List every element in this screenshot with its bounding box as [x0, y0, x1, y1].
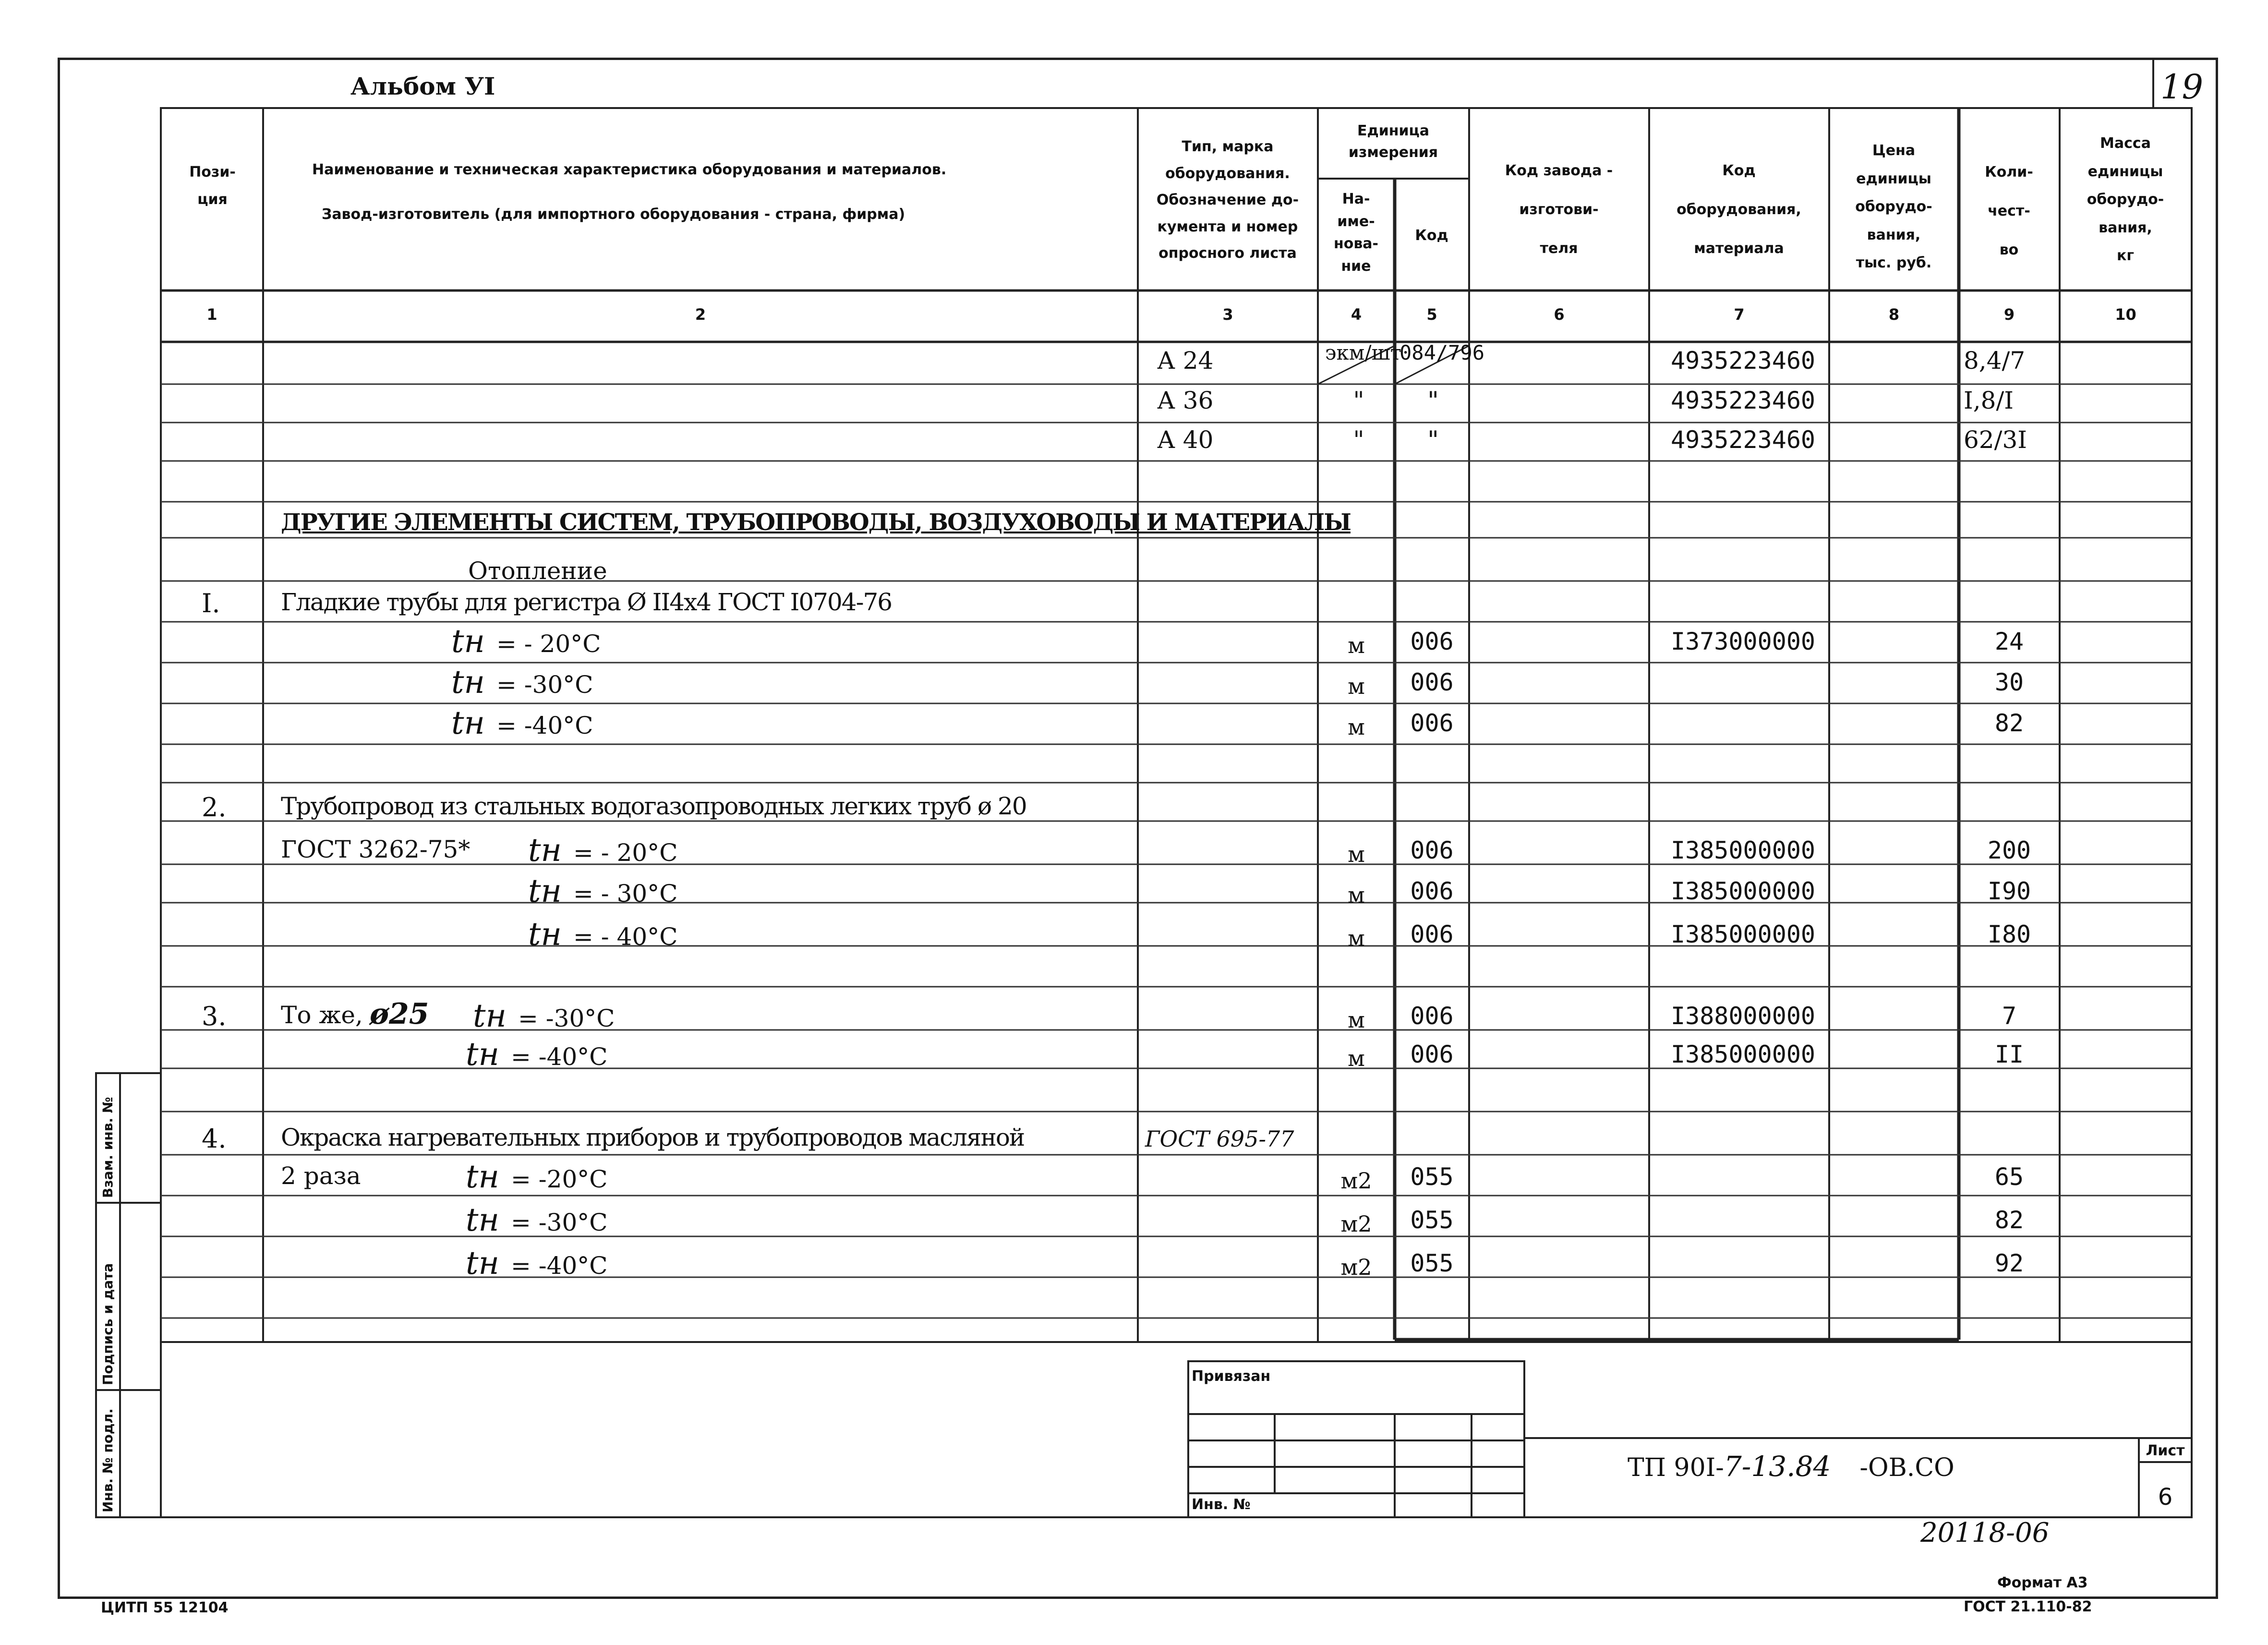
item-quantity: 82 — [1994, 709, 2024, 737]
item-unit-code: 006 — [1410, 1002, 1454, 1030]
item-diameter: ø25 — [370, 997, 429, 1031]
t-symbol: tн — [473, 997, 507, 1034]
temperature-value: = -40°С — [496, 712, 593, 739]
item-unit-code: 055 — [1410, 1206, 1454, 1234]
list-number: 6 — [2158, 1484, 2173, 1511]
item-unit-code: 006 — [1410, 709, 1454, 737]
temperature-value: = -40°С — [511, 1252, 608, 1280]
item-equipment-code: I385000000 — [1671, 836, 1816, 864]
doc-code-suffix: -ОВ.СО — [1859, 1453, 1954, 1482]
column-number: 6 — [1554, 305, 1565, 324]
header-price: Цена единицы оборудо- вания, тыс. руб. — [1855, 142, 1932, 271]
doc-code — [1628, 1450, 1954, 1483]
temperature-value: = -40°С — [511, 1043, 608, 1071]
row-unit-code: " — [1425, 387, 1441, 414]
t-symbol: tн — [466, 1158, 499, 1195]
t-symbol: tн — [466, 1245, 499, 1282]
row-unit-code: 084/796 — [1399, 341, 1485, 364]
section-title: ДРУГИЕ ЭЛЕМЕНТЫ СИСТЕМ, ТРУБОПРОВОДЫ, ВОЗДУХОВОДЫ И МАТЕРИАЛЫ — [281, 509, 1351, 536]
item-quantity: 82 — [1994, 1206, 2024, 1234]
item-unit: м — [1348, 841, 1365, 867]
temperature-formula — [466, 1158, 608, 1195]
temperature-formula — [473, 997, 615, 1034]
item-unit: м2 — [1340, 1211, 1372, 1237]
row-unit: " — [1353, 426, 1364, 454]
item-quantity: II — [1994, 1040, 2024, 1068]
row-quantity: I,8/I — [1964, 387, 2014, 414]
t-symbol: tн — [451, 704, 485, 741]
footer-citp: ЦИТП 55 12104 — [101, 1599, 229, 1616]
item-unit: м — [1348, 632, 1365, 658]
item-equipment-code: I388000000 — [1671, 1002, 1816, 1030]
column-number: 7 — [1734, 305, 1745, 324]
row-equipment-code: 4935223460 — [1671, 387, 1816, 414]
item-quantity: 30 — [1994, 668, 2024, 696]
header-quantity: Коли- чест- во — [1985, 164, 2033, 258]
temperature-value: = - 20°С — [496, 630, 601, 658]
item-quantity: 65 — [1994, 1163, 2024, 1191]
header-mass: Масса единицы оборудо- вания, кг — [2087, 135, 2164, 264]
album-label: Альбом УI — [350, 72, 495, 100]
temperature-formula — [466, 1201, 608, 1238]
header-name-line2: Завод-изготовитель (для импортного оборудования - страна, фирма) — [322, 206, 905, 223]
item-equipment-code: I385000000 — [1671, 877, 1816, 905]
item-prefix: То же, — [281, 1001, 363, 1029]
doc-code-hand: 7-13.84 — [1724, 1450, 1831, 1483]
t-symbol: tн — [466, 1036, 499, 1073]
column-number: 4 — [1351, 305, 1362, 324]
side-vzam-inv: Взам. инв. № — [100, 1097, 116, 1198]
subsection-title: Отопление — [468, 557, 607, 585]
item-unit: м — [1348, 925, 1365, 951]
temperature-value: = - 40°С — [573, 923, 678, 951]
item-position: 4. — [202, 1124, 227, 1154]
t-symbol: tн — [528, 832, 562, 869]
item-unit-code: 006 — [1410, 836, 1454, 864]
temperature-formula — [466, 1245, 608, 1282]
item-unit-code: 055 — [1410, 1249, 1454, 1277]
item-unit-code: 006 — [1410, 668, 1454, 696]
column-number: 3 — [1222, 305, 1233, 324]
row-quantity: 62/3I — [1964, 426, 2027, 454]
header-unit-code: Код — [1415, 227, 1448, 244]
t-symbol: tн — [451, 664, 485, 701]
temperature-formula — [451, 664, 593, 701]
item-name: Гладкие трубы для регистра Ø II4х4 ГОСТ I0704-76 — [281, 588, 892, 616]
temperature-formula — [528, 872, 677, 909]
column-number: 10 — [2115, 305, 2136, 324]
item-unit-code: 055 — [1410, 1163, 1454, 1191]
header-name-line1: Наименование и техническая характеристика оборудования и материалов. — [312, 161, 947, 178]
temperature-formula — [451, 623, 601, 660]
side-podpis: Подпись и дата — [100, 1263, 116, 1385]
stamp-privyazan: Привязан — [1192, 1368, 1271, 1385]
header-equipment-code: Код оборудования, материала — [1677, 162, 1801, 257]
item-position: I. — [202, 588, 220, 618]
temperature-value: = - 20°С — [573, 839, 678, 867]
item-unit-code: 006 — [1410, 877, 1454, 905]
item-equipment-code: I373000000 — [1671, 628, 1816, 655]
item-unit: м — [1348, 1007, 1365, 1033]
item-equipment-code: I385000000 — [1671, 920, 1816, 948]
item-prefix: ГОСТ 3262-75* — [281, 835, 470, 863]
item-prefix: 2 раза — [281, 1162, 361, 1190]
hand-number: 20118-06 — [1920, 1517, 2050, 1548]
t-symbol: tн — [451, 623, 485, 660]
column-number: 8 — [1888, 305, 1900, 324]
header-position: Пози- ция — [189, 164, 236, 208]
stamp-inv: Инв. № — [1192, 1496, 1251, 1513]
temperature-formula — [528, 832, 677, 869]
item-quantity: I80 — [1987, 920, 2031, 948]
item-type: ГОСТ 695-77 — [1145, 1126, 1294, 1152]
list-label: Лист — [2146, 1442, 2185, 1459]
column-number: 5 — [1426, 305, 1437, 324]
temperature-value: = -20°С — [511, 1165, 608, 1193]
column-number: 1 — [206, 305, 217, 324]
t-symbol: tн — [528, 872, 562, 909]
temperature-value: = -30°С — [496, 671, 593, 699]
header-unit-group: Единица измерения — [1348, 122, 1438, 161]
item-unit: м — [1348, 673, 1365, 699]
header-type: Тип, марка оборудования. Обозначение до- кумента и номер опросного листа — [1156, 138, 1299, 262]
row-unit: экм/шт — [1325, 341, 1401, 364]
item-name: Трубопровод из стальных водогазопроводных легких труб ø 20 — [281, 792, 1026, 820]
row-unit: " — [1353, 387, 1364, 414]
column-number: 2 — [695, 305, 706, 324]
item-quantity: I90 — [1987, 877, 2031, 905]
footer-format: Формат А3 — [1997, 1574, 2088, 1591]
item-unit: м — [1348, 1045, 1365, 1071]
temperature-formula — [451, 704, 593, 741]
item-quantity: 7 — [2002, 1002, 2017, 1030]
item-quantity: 92 — [1994, 1249, 2024, 1277]
item-position: 3. — [202, 1001, 227, 1031]
row-type: А 40 — [1157, 426, 1214, 454]
page-number-hand: 19 — [2160, 67, 2204, 107]
row-unit-code: " — [1425, 426, 1441, 454]
temperature-value: = -30°С — [518, 1004, 615, 1032]
header-unit-name: На- име- нова- ние — [1333, 191, 1379, 275]
temperature-value: = -30°С — [511, 1209, 608, 1236]
temperature-formula — [528, 916, 677, 953]
row-equipment-code: 4935223460 — [1671, 347, 1816, 375]
item-equipment-code: I385000000 — [1671, 1040, 1816, 1068]
item-quantity: 24 — [1994, 628, 2024, 655]
t-symbol: tн — [466, 1201, 499, 1238]
item-unit-code: 006 — [1410, 628, 1454, 655]
item-unit-code: 006 — [1410, 1040, 1454, 1068]
item-name: Окраска нагревательных приборов и трубопроводов масляной — [281, 1124, 1025, 1151]
footer-gost: ГОСТ 21.110-82 — [1964, 1598, 2092, 1615]
temperature-value: = - 30°С — [573, 880, 678, 907]
side-inv-podl: Инв. № подл. — [100, 1408, 116, 1512]
item-quantity: 200 — [1987, 836, 2031, 864]
item-unit-code: 006 — [1410, 920, 1454, 948]
header-factory-code: Код завода - изготови- теля — [1505, 162, 1613, 257]
row-type: А 36 — [1157, 387, 1214, 414]
item-unit: м2 — [1340, 1254, 1372, 1280]
temperature-formula — [466, 1036, 608, 1073]
item-unit: м — [1348, 714, 1365, 740]
item-unit: м — [1348, 882, 1365, 908]
item-unit: м2 — [1340, 1168, 1372, 1194]
row-quantity: 8,4/7 — [1964, 347, 2026, 375]
item-position: 2. — [202, 792, 227, 822]
doc-code-prefix: ТП 90I- — [1628, 1453, 1724, 1482]
column-number: 9 — [2003, 305, 2015, 324]
t-symbol: tн — [528, 916, 562, 953]
row-type: А 24 — [1157, 347, 1214, 375]
row-equipment-code: 4935223460 — [1671, 426, 1816, 454]
